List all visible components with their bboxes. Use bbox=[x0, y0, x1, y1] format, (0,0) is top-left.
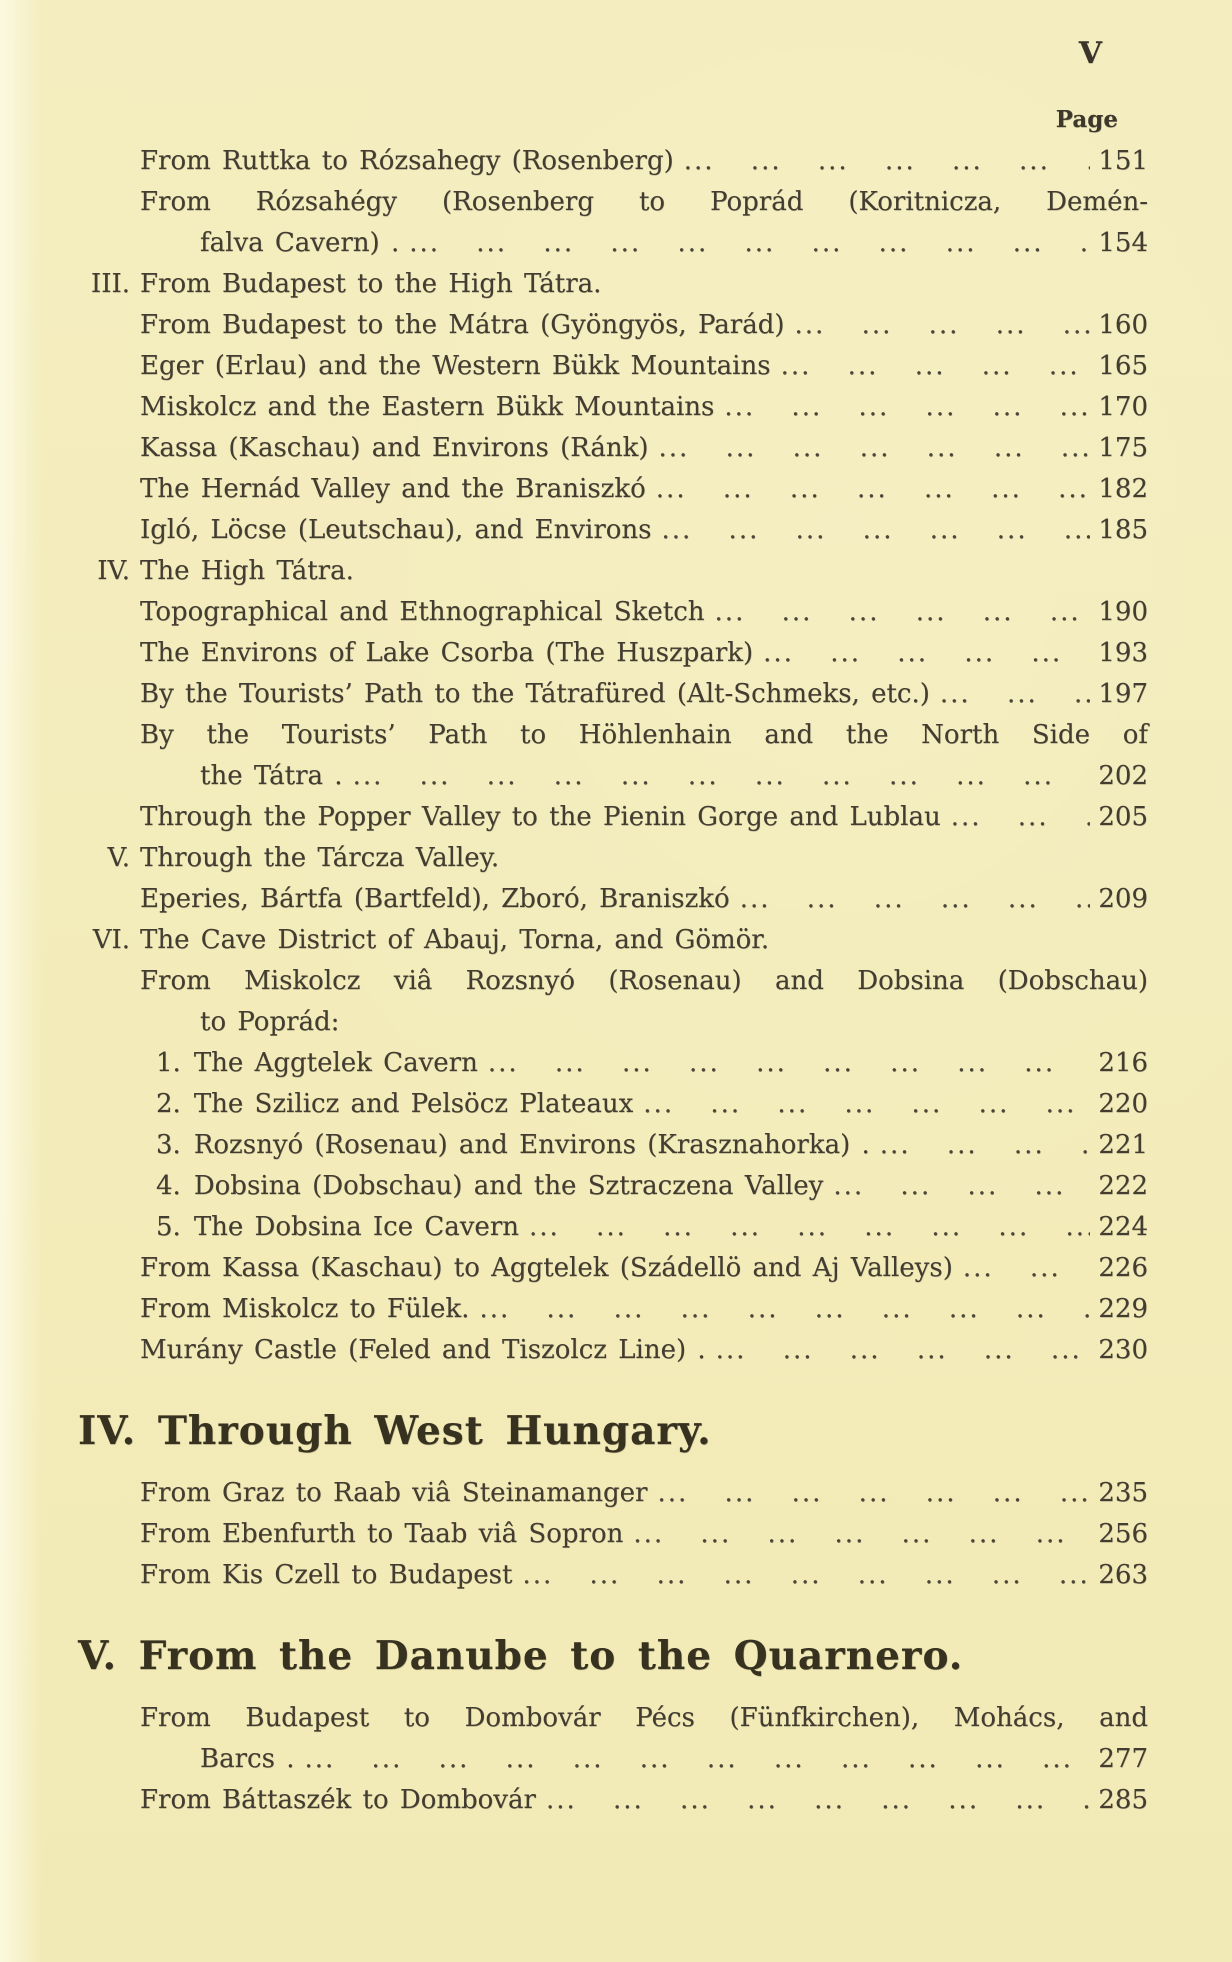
toc-entry bbox=[156, 1132, 1148, 1159]
dot-leader bbox=[546, 1787, 1090, 1814]
toc-entry bbox=[140, 681, 1148, 708]
entry-page-number: 165 bbox=[1098, 351, 1148, 381]
toc-section-heading bbox=[92, 925, 1148, 955]
toc-entry bbox=[140, 435, 1148, 462]
entry-page-number: 235 bbox=[1098, 1478, 1148, 1508]
entry-page-number: 256 bbox=[1098, 1519, 1148, 1549]
entry-line-1: From Rózsahégy (Rosenberg to Poprád (Koritnicza, Demén- bbox=[140, 187, 1148, 217]
entry-line-1: From Miskolcz viâ Rozsnyó (Rosenau) and Dobsina (Dobschau) bbox=[140, 966, 1148, 996]
toc-entry bbox=[140, 476, 1148, 503]
toc-entry bbox=[140, 599, 1148, 626]
toc bbox=[78, 146, 1148, 1828]
dot-leader bbox=[833, 1173, 1090, 1200]
entry-page-number: 263 bbox=[1098, 1560, 1148, 1590]
entry-continuation bbox=[200, 1746, 1148, 1773]
toc-section-heading bbox=[97, 556, 1148, 586]
entry-title: Igló, Löcse (Leutschau), and Environs bbox=[140, 515, 652, 545]
dot-leader bbox=[488, 1050, 1091, 1077]
toc-entry bbox=[140, 968, 1148, 1036]
entry-page-number: 160 bbox=[1098, 310, 1148, 340]
folio-number: V bbox=[1078, 36, 1102, 71]
toc-entry bbox=[140, 517, 1148, 544]
entry-title: By the Tourists’ Path to the Tátrafüred (Alt-Schmeks, etc.) bbox=[140, 679, 930, 709]
entry-title: Murány Castle (Feled and Tiszolcz Line) . bbox=[140, 1335, 706, 1365]
section-roman-numeral: III. bbox=[90, 269, 130, 299]
entry-page-number: 202 bbox=[1098, 761, 1148, 791]
toc-entry bbox=[140, 1521, 1148, 1548]
entry-title: the Tátra . bbox=[200, 761, 343, 791]
entry-page-number: 205 bbox=[1098, 802, 1148, 832]
dot-leader bbox=[715, 599, 1091, 626]
toc-entry bbox=[156, 1214, 1148, 1241]
entry-page-number: 216 bbox=[1098, 1048, 1148, 1078]
entry-title: The Aggtelek Cavern bbox=[193, 1048, 478, 1078]
toc-part-heading: IV. Through West Hungary. bbox=[78, 1408, 712, 1454]
dot-leader bbox=[740, 886, 1091, 913]
section-roman-numeral: V. bbox=[107, 843, 130, 873]
entry-line-1: From Budapest to Dombovár Pécs (Fünfkirchen), Mohács, and bbox=[140, 1703, 1148, 1733]
entry-continuation bbox=[200, 230, 1148, 257]
toc-entry bbox=[140, 1337, 1148, 1364]
entry-page-number: 230 bbox=[1098, 1335, 1148, 1365]
entry-page-number: 224 bbox=[1098, 1212, 1148, 1242]
toc-entry bbox=[140, 1562, 1148, 1589]
dot-leader bbox=[781, 353, 1091, 380]
toc-entry bbox=[140, 722, 1148, 790]
entry-page-number: 185 bbox=[1098, 515, 1148, 545]
toc-part-heading: V. From the Danube to the Quarnero. bbox=[78, 1633, 964, 1679]
toc-entry bbox=[140, 353, 1148, 380]
entry-title: The Hernád Valley and the Braniszkó bbox=[140, 474, 646, 504]
entry-page-number: 197 bbox=[1098, 679, 1148, 709]
entry-title: Rozsnyó (Rosenau) and Environs (Krasznahorka) . bbox=[193, 1130, 870, 1160]
toc-entry bbox=[156, 1091, 1148, 1118]
section-title: The Cave District of Abauj, Torna, and Gömör. bbox=[140, 925, 770, 955]
dot-leader bbox=[409, 230, 1090, 257]
entry-title: The Dobsina Ice Cavern bbox=[193, 1212, 519, 1242]
entry-number: 5. bbox=[156, 1212, 181, 1242]
dot-leader bbox=[659, 435, 1091, 462]
dot-leader bbox=[662, 517, 1091, 544]
dot-leader bbox=[529, 1214, 1090, 1241]
dot-leader bbox=[940, 681, 1090, 708]
dot-leader bbox=[643, 1091, 1090, 1118]
entry-title: The Environs of Lake Csorba (The Huszpark) bbox=[140, 638, 754, 668]
section-title: Through the Tárcza Valley. bbox=[140, 843, 500, 873]
entry-page-number: 190 bbox=[1098, 597, 1148, 627]
entry-title: Topographical and Ethnographical Sketch bbox=[140, 597, 705, 627]
entry-page-number: 209 bbox=[1098, 884, 1148, 914]
toc-section-heading bbox=[90, 269, 1148, 299]
entry-number: 1. bbox=[156, 1048, 181, 1078]
toc-entry bbox=[156, 1050, 1148, 1077]
toc-entry bbox=[140, 640, 1148, 667]
toc-entry bbox=[140, 804, 1148, 831]
dot-leader bbox=[951, 804, 1091, 831]
entry-page-number: 182 bbox=[1098, 474, 1148, 504]
entry-title: From Kassa (Kaschau) to Aggtelek (Szádellö and Aj Valleys) bbox=[140, 1253, 953, 1283]
entry-page-number: 221 bbox=[1098, 1130, 1148, 1160]
entry-title: From Ruttka to Rózsahegy (Rosenberg) bbox=[140, 146, 674, 176]
dot-leader bbox=[522, 1562, 1090, 1589]
toc-entry bbox=[140, 1480, 1148, 1507]
dot-leader bbox=[353, 763, 1091, 790]
entry-page-number: 285 bbox=[1098, 1785, 1148, 1815]
entry-page-number: 170 bbox=[1098, 392, 1148, 422]
entry-title: From Budapest to the Mátra (Gyöngyös, Parád) bbox=[140, 310, 785, 340]
entry-page-number: 226 bbox=[1098, 1253, 1148, 1283]
entry-title: From Báttaszék to Dombovár bbox=[140, 1785, 536, 1815]
dot-leader bbox=[716, 1337, 1091, 1364]
dot-leader bbox=[763, 640, 1090, 667]
toc-entry bbox=[140, 312, 1148, 339]
entry-title: falva Cavern) . bbox=[200, 228, 400, 258]
entry-title: Through the Popper Valley to the Pienin Gorge and Lublau bbox=[140, 802, 941, 832]
toc-entry bbox=[140, 886, 1148, 913]
entry-number: 2. bbox=[156, 1089, 181, 1119]
section-title: From Budapest to the High Tátra. bbox=[140, 269, 602, 299]
entry-title: From Ebenfurth to Taab viâ Sopron bbox=[140, 1519, 624, 1549]
entry-number: 4. bbox=[156, 1171, 181, 1201]
dot-leader bbox=[304, 1746, 1090, 1773]
entry-page-number: 229 bbox=[1098, 1294, 1148, 1324]
entry-page-number: 175 bbox=[1098, 433, 1148, 463]
entry-title: Dobsina (Dobschau) and the Sztraczena Valley bbox=[193, 1171, 824, 1201]
entry-title: Kassa (Kaschau) and Environs (Ránk) bbox=[140, 433, 649, 463]
entry-title: From Miskolcz to Fülek. bbox=[140, 1294, 470, 1324]
entry-page-number: 154 bbox=[1098, 228, 1148, 258]
toc-entry bbox=[140, 1255, 1148, 1282]
entry-page-number: 277 bbox=[1098, 1744, 1148, 1774]
entry-number: 3. bbox=[156, 1130, 181, 1160]
entry-continuation: to Poprád: bbox=[200, 1007, 340, 1037]
toc-entry bbox=[140, 148, 1148, 175]
toc-entry bbox=[140, 394, 1148, 421]
entry-page-number: 151 bbox=[1098, 146, 1148, 176]
dot-leader bbox=[724, 394, 1090, 421]
entry-line-1: By the Tourists’ Path to Höhlenhain and the North Side of bbox=[140, 720, 1148, 750]
dot-leader bbox=[658, 1480, 1091, 1507]
entry-title: Eperies, Bártfa (Bartfeld), Zboró, Braniszkó bbox=[140, 884, 730, 914]
toc-entry bbox=[140, 1296, 1148, 1323]
toc-entry bbox=[156, 1173, 1148, 1200]
section-roman-numeral: IV. bbox=[97, 556, 130, 586]
entry-title: Miskolcz and the Eastern Bükk Mountains bbox=[140, 392, 715, 422]
entry-title: The Szilicz and Pelsöcz Plateaux bbox=[193, 1089, 634, 1119]
entry-title: From Kis Czell to Budapest bbox=[140, 1560, 513, 1590]
toc-entry bbox=[140, 189, 1148, 257]
page-column-header: Page bbox=[1055, 106, 1118, 133]
dot-leader bbox=[795, 312, 1091, 339]
entry-title: Eger (Erlau) and the Western Bükk Mountains bbox=[140, 351, 771, 381]
toc-section-heading bbox=[107, 843, 1148, 873]
entry-page-number: 220 bbox=[1098, 1089, 1148, 1119]
dot-leader bbox=[963, 1255, 1091, 1282]
entry-page-number: 222 bbox=[1098, 1171, 1148, 1201]
section-roman-numeral: VI. bbox=[92, 925, 130, 955]
entry-title: From Graz to Raab viâ Steinamanger bbox=[140, 1478, 648, 1508]
dot-leader bbox=[880, 1132, 1091, 1159]
dot-leader bbox=[656, 476, 1091, 503]
dot-leader bbox=[633, 1521, 1090, 1548]
entry-continuation bbox=[200, 763, 1148, 790]
toc-entry bbox=[140, 1705, 1148, 1773]
dot-leader bbox=[479, 1296, 1090, 1323]
entry-title: Barcs . bbox=[200, 1744, 295, 1774]
toc-entry bbox=[140, 1787, 1148, 1814]
section-title: The High Tátra. bbox=[140, 556, 354, 586]
dot-leader bbox=[684, 148, 1091, 175]
entry-page-number: 193 bbox=[1098, 638, 1148, 668]
